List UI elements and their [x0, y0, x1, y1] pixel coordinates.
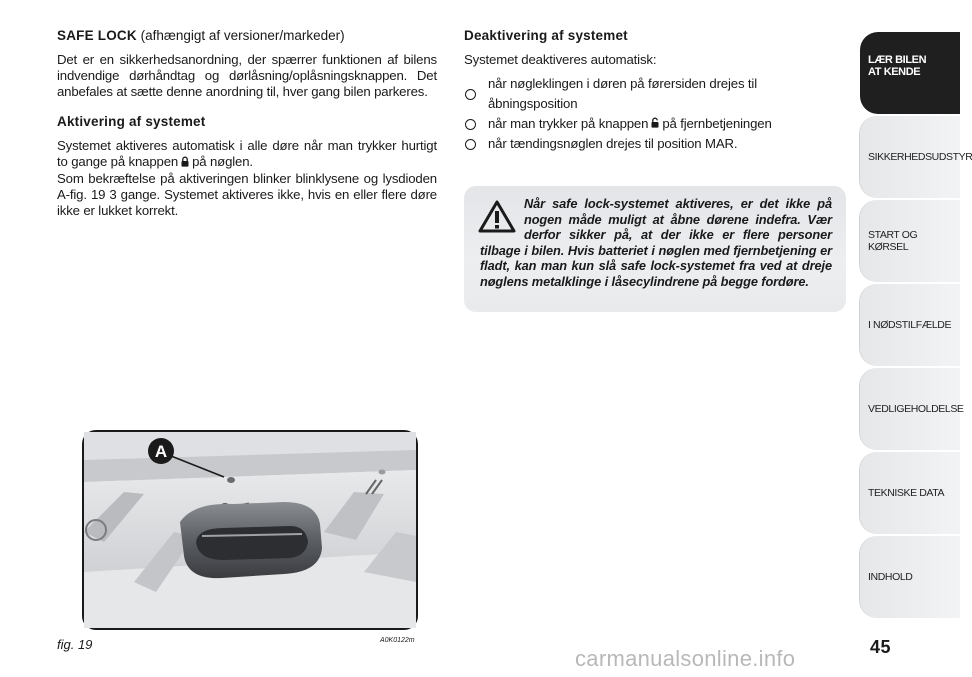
circle-bullet-icon	[465, 89, 476, 100]
list-item: når nøgleklingen i døren på førersiden drejes til åbningsposition	[464, 74, 849, 114]
warning-text: Når safe lock-systemet aktiveres, er det ikke på nogen måde muligt at åbne dørene indefra. Vær derfor sikker på, at der ikke er flere personer tilbage i bilen. Hvis batteriet i nøglen med fjernbetjening er fladt, kan man kun slå safe lock-systemet fra ved at dreje nøglens metalklinge i låsecylindrene på begge fordøre.	[480, 196, 832, 289]
figure-code: A0K0122m	[380, 637, 415, 644]
right-column	[464, 28, 849, 154]
tab-i-nodstilfaelde[interactable]: I NØDSTILFÆLDE	[860, 284, 960, 366]
figure-caption: fig. 19	[57, 637, 93, 652]
activation-paragraph-2: Som bekræftelse på aktiveringen blinker blinklysene og lysdioden A-fig. 19 3 gange. Systemet aktiveres ikke, hvis en eller flere døre ikke er lukket korrekt.	[57, 171, 437, 218]
tab-tekniske-data[interactable]: TEKNISKE DATA	[860, 452, 960, 534]
tab-start-og-korsel[interactable]: START OG KØRSEL	[860, 200, 960, 282]
tab-sikkerhedsudstyr[interactable]: SIKKERHEDSUDSTYR	[860, 116, 960, 198]
deactivation-intro: Systemet deaktiveres automatisk:	[464, 52, 657, 67]
page-number: 45	[870, 637, 892, 657]
deactivation-list	[464, 74, 849, 154]
intro-paragraph: Det er en sikkerhedsanordning, der spærrer funktionen af bilens indvendige dørhåndtag og dørlåsning/oplåsningsknappen. Det anbefales at sætte denne anordning til, hver gang bilen parkeres.	[57, 52, 437, 99]
watermark: carmanualsonline.info	[575, 646, 796, 671]
tab-indhold[interactable]: INDHOLD	[860, 536, 960, 618]
activation-paragraph-1: Systemet aktiveres automatisk i alle døre når man trykker hurtigt to gange på knappen på nøglen.	[57, 138, 437, 169]
circle-bullet-icon	[465, 139, 476, 150]
figure-door-handle	[82, 430, 418, 630]
activation-heading: Aktivering af systemet	[57, 114, 206, 129]
tab-vedligeholdelse[interactable]: VEDLIGEHOLDELSE	[860, 368, 960, 450]
safe-lock-title: SAFE LOCK	[57, 28, 137, 43]
door-handle-illustration	[84, 432, 416, 628]
warning-box	[464, 186, 846, 312]
list-item: når tændingsnøglen drejes til position MAR.	[464, 134, 849, 154]
callout-label: A	[154, 442, 168, 461]
circle-bullet-icon	[465, 119, 476, 130]
deactivation-heading: Deaktivering af systemet	[464, 28, 628, 43]
safe-lock-subtitle: (afhængigt af versioner/markeder)	[140, 28, 345, 43]
unlock-icon	[651, 114, 659, 134]
lock-icon	[181, 155, 189, 171]
tab-laer-bilen-at-kende[interactable]: LÆR BILEN AT KENDE	[860, 32, 960, 114]
left-column	[57, 28, 437, 219]
list-item: når man trykker på knappen på fjernbetjeningen	[464, 114, 849, 134]
section-title	[57, 28, 437, 44]
